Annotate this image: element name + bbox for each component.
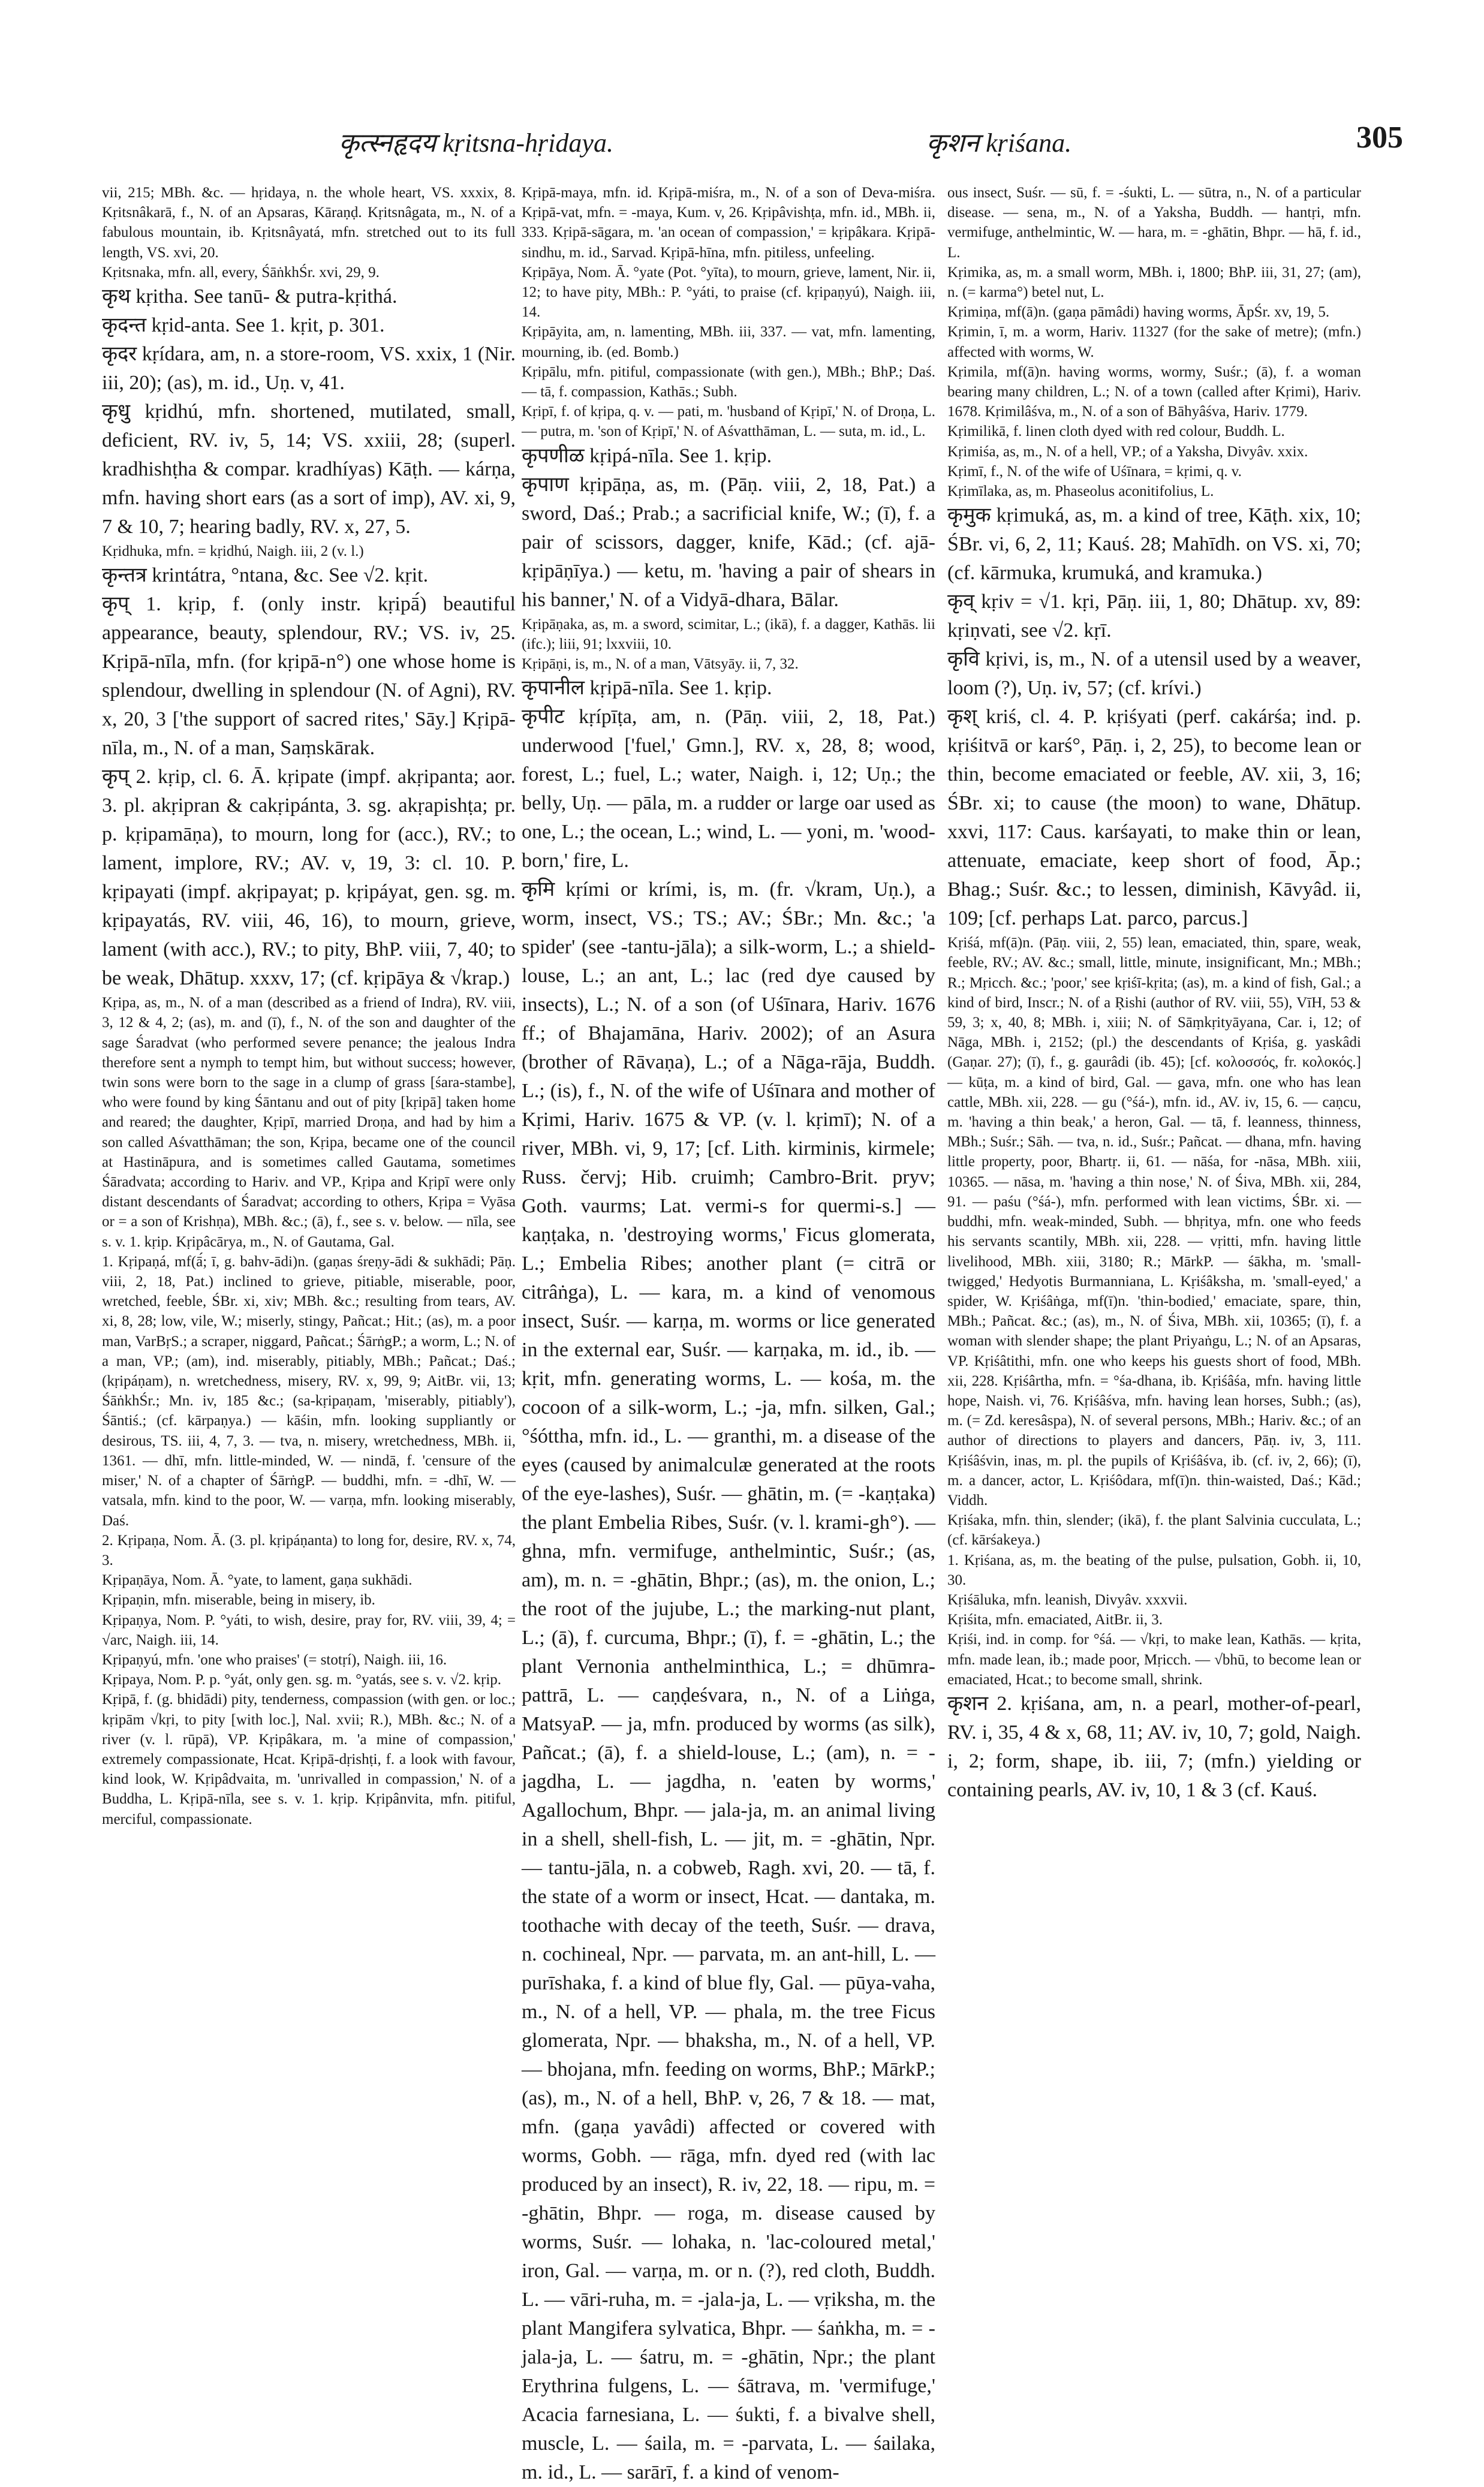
- column-right: [947, 183, 1361, 2018]
- dictionary-entry: Kṛimī, f., N. of the wife of Uśīnara, = kṛimi, q. v.: [947, 463, 1242, 480]
- dictionary-entry: Kṛidhuka, mfn. = kṛidhú, Naigh. iii, 2 (v. l.): [102, 543, 364, 560]
- dictionary-entry: Kṛimilikā, f. linen cloth dyed with red colour, Buddh. L.: [947, 423, 1285, 440]
- dictionary-entry: ous insect, Suśr. — sū, f. = -śukti, L. — sūtra, n., N. of a particular disease. — sena, m., N. of a Yaksha, Buddh. — hantṛi, mfn. vermifuge, anthelmintic, W. — hara, m. = -ghātin, Bhpr. — hā, f. id., L.: [947, 185, 1361, 261]
- dictionary-entry: 1. Kṛipaṇá, mf(ā́; ī, g. bahv-ādi)n. (gaṇas śreṇy-ādi & sukhādi; Pāṇ. viii, 2, 18, Pat.) inclined to grieve, pitiable, miserable, poor, wretched, feeble, ŚBr. xi, xiv; MBh. &c.; resulting from tears, AV. xi, 8, 28; low, vile, W.; miserly, stingy, Pañcat.; Hit.; (as), m. a poor man, VarBṛS.; a scraper, niggard, Pañcat.; ŚārṅgP.; a worm, L.; N. of a man, VP.; (am), ind. miserably, pitiably, MBh.; Pañcat.; Daś.; (kṛipáṇam), n. wretchedness, misery, RV. x, 99, 9; AitBr. vii, 13; ŚāṅkhŚr.; Mn. iv, 185 &c.; (sa-kṛipaṇam, 'miserably, pitiably'), Śāntiś.; (cf. kārpaṇya.) — kāśin, mfn. looking suppliantly or desirous, TS. iii, 4, 7, 3. — tva, n. misery, wretchedness, MBh. ii, 1361. — dhī, mfn. little-minded, W. — nindā, f. 'censure of the miser,' N. of a chapter of ŚārṅgP. — buddhi, mfn. = -dhī, W. — vatsala, mfn. kind to the poor, W. — varṇa, mfn. looking miserably, Daś.: [102, 1253, 516, 1529]
- dictionary-entry: कृदन्त kṛid-anta. See 1. kṛit, p. 301.: [102, 314, 385, 337]
- dictionary-entry: Kṛitsnaka, mfn. all, every, ŚāṅkhŚr. xvi, 29, 9.: [102, 264, 380, 281]
- dictionary-entry: कृपानील kṛipā-nīla. See 1. kṛip.: [522, 677, 772, 700]
- dictionary-entry: Kṛimila, mf(ā)n. having worms, wormy, Suśr.; (ā), f. a woman bearing many children, L.; N. of a town (called after Kṛimi), Hariv. 1678. Kṛimilâśva, m., N. of a son of Bāhyâśva, Hariv. 1779.: [947, 363, 1361, 420]
- dictionary-entry: Kṛimin, ī, m. a worm, Hariv. 11327 (for the sake of metre); (mfn.) affected with worms, W.: [947, 324, 1361, 360]
- dictionary-entry: कृमि kṛími or krími, is, m. (fr. √kram, Uṇ.), a worm, insect, VS.; TS.; AV.; ŚBr.; Mn. &c.; 'a spider' (see -tantu-jāla); a silk-worm, L.; a shield-louse, L.; an ant, L.; lac (red dye caused by insects), L.; N. of a son (of Uśīnara, Hariv. 1676 ff.; of Bhajamāna, Hariv. 2002); of an Asura (brother of Rāvaṇa), L.; of a Nāga-rāja, Buddh. L.; (is), f., N. of the wife of Uśīnara and mother of Kṛimi, Hariv. 1675 & VP. (v. l. kṛimī); N. of a river, MBh. vi, 9, 17; [cf. Lith. kirminis, kirmele; Russ. červj; Hib. cruimh; Cambro-Brit. pryv; Goth. vaurms; Lat. vermi-s for quermi-s.] — kaṇṭaka, n. 'destroying worms,' Ficus glomerata, L.; Embelia Ribes; another plant (= citrā or citrâṅga), L. — kara, m. a kind of venomous insect, Suśr. — karṇa, m. worms or lice generated in the external ear, Suśr. — karṇaka, m. id., ib. — kṛit, mfn. generating worms, L. — kośa, m. the cocoon of a silk-worm, L.; -ja, mfn. silken, Gal.; °śóttha, mfn. id., L. — granthi, m. a disease of the eyes (caused by animalculæ generated at the roots of the eye-lashes), Suśr. — ghātin, m. (= -kaṇṭaka) the plant Embelia Ribes, Suśr. (v. l. krami-gh°). — ghna, mfn. vermifuge, anthelmintic, Suśr.; (as, am), m. n. = -ghātin, Bhpr.; (as), m. the onion, L.; the root of the jujube, L.; the marking-nut plant, L.; (ā), f. curcuma, Bhpr.; (ī), f. = -ghātin, L.; the plant Vernonia anthelminthica, L.; = dhūmra-pattrā, L. — caṇḍeśvara, n., N. of a Liṅga, MatsyaP. — ja, mfn. produced by worms (as silk), Pañcat.; (ā), f. a shield-louse, L.; (am), n. = -jagdha, L. — jagdha, n. 'eaten by worms,' Agallochum, Bhpr. — jala-ja, m. an animal living in a shell, shell-fish, L. — jit, m. = -ghātin, Npr. — tantu-jāla, n. a cobweb, Ragh. xvi, 20. — tā, f. the state of a worm or insect, Hcat. — dantaka, m. toothache with decay of the teeth, Suśr. — drava, n. cochineal, Npr. — parvata, m. an ant-hill, L. — purīshaka, f. a kind of blue fly, Gal. — pūya-vaha, m., N. of a hell, VP. — phala, m. the tree Ficus glomerata, Npr. — bhaksha, m., N. of a hell, VP. — bhojana, mfn. feeding on worms, BhP.; MārkP.; (as), m., N. of a hell, BhP. v, 26, 7 & 18. — mat, mfn. (gaṇa yavâdi) affected or covered with worms, Gobh. — rāga, mfn. dyed red (with lac produced by an insect), R. iv, 22, 18. — ripu, m. = -ghātin, Bhpr. — roga, m. disease caused by worms, Suśr. — lohaka, n. 'lac-coloured metal,' iron, Gal. — varṇa, m. or n. (?), red cloth, Buddh. L. — vāri-ruha, m. = -jala-ja, L. — vṛiksha, m. the plant Mangifera sylvatica, Bhpr. — śaṅkha, m. = -jala-ja, L. — śatru, m. = -ghātin, Npr.; the plant Erythrina fulgens, L. — śātrava, m. 'vermifuge,' Acacia farnesiana, L. — śukti, f. a bivalve shell, muscle, L. — śaila, m. = -parvata, L. — śailaka, m. id., L. — sarārī, f. a kind of venom-: [522, 878, 935, 2484]
- dictionary-entry: कृधु kṛidhú, mfn. shortened, mutilated, small, deficient, RV. iv, 5, 14; VS. xxiii, 28; (superl. kradhishṭha & compar. kradhíyas) Kāṭh. — kárṇa, mfn. having short ears (as a sort of imp), AV. xi, 9, 7 & 10, 7; hearing badly, RV. x, 27, 5.: [102, 401, 516, 538]
- dictionary-entry: Kṛimiśa, as, m., N. of a hell, VP.; of a Yaksha, Divyâv. xxix.: [947, 443, 1308, 460]
- running-header: [102, 120, 1403, 168]
- dictionary-entry: कृप् 1. kṛip, f. (only instr. kṛipā́) beautiful appearance, beauty, splendour, RV.; VS. iv, 25. Kṛipā-nīla, mfn. (for kṛipā-n°) one whose home is splendour, dwelling in splendour (N. of Agni), RV. x, 20, 3 ['the support of sacred rites,' Sāy.] Kṛipā-nīla, m., N. of a man, Saṃskārak.: [102, 593, 516, 760]
- dictionary-entry: Kṛipaṇyú, mfn. 'one who praises' (= stotṛí), Naigh. iii, 16.: [102, 1651, 447, 1668]
- dictionary-entry: Kṛipā, f. (g. bhidādi) pity, tenderness, compassion (with gen. or loc.; kṛipām √kṛi, to pity [with loc.], Nal. xvii; R.), MBh. &c.; N. of a river (v. l. rūpā), VP. Kṛipâkara, m. 'a mine of compassion,' extremely compassionate, Hcat. Kṛipā-dṛishṭi, f. a look with favour, kind look, W. Kṛipâdvaita, m. 'unrivalled in compassion,' N. of a Buddha, L. Kṛipā-nīla, see s. v. 1. kṛip. Kṛipânvita, mfn. pitiful, merciful, compassionate.: [102, 1691, 516, 1827]
- right-running-head: कृशन kṛiśana.: [926, 128, 1072, 158]
- dictionary-entry: Kṛipāṇi, is, m., N. of a man, Vātsyāy. ii, 7, 32.: [522, 656, 799, 673]
- dictionary-entry: Kṛimika, as, m. a small worm, MBh. i, 1800; BhP. iii, 31, 27; (am), n. (= karma°) betel nut, L.: [947, 264, 1361, 301]
- dictionary-entry: Kṛiśi, ind. in comp. for °śá. — √kṛi, to make lean, Kathās. — kṛita, mfn. made lean, ib.; made poor, Mṛicch. — √bhū, to become lean or emaciated, Hcat.; to become small, shrink.: [947, 1631, 1361, 1688]
- page-number: 305: [1356, 121, 1403, 155]
- dictionary-entry: कृश् kriś, cl. 4. P. kṛiśyati (perf. cakárśa; ind. p. kṛiśitvā or karś°, Pāṇ. i, 2, 25), to become lean or thin, become emaciated or feeble, AV. xii, 3, 16; ŚBr. xi; to cause (the moon) to wane, Dhātup. xxvi, 117: Caus. karśayati, to make thin or lean, attenuate, emaciate, keep short of food, Āp.; Bhag.; Suśr. &c.; to lessen, diminish, Kāvyâd. ii, 109; [cf. perhaps Lat. parco, parcus.]: [947, 706, 1361, 930]
- dictionary-entry: Kṛipaṇin, mfn. miserable, being in misery, ib.: [102, 1592, 375, 1609]
- dictionary-entry: Kṛipaṇya, Nom. P. °yáti, to wish, desire, pray for, RV. viii, 39, 4; = √arc, Naigh. iii, 14.: [102, 1612, 516, 1648]
- dictionary-entry: Kṛipāya, Nom. Ā. °yate (Pot. °yīta), to mourn, grieve, lament, Nir. ii, 12; to have pity, MBh.: P. °yáti, to praise (cf. kṛipaṇyú), Naigh. iii, 14.: [522, 264, 935, 321]
- dictionary-entry: कृपाण kṛipāṇa, as, m. (Pāṇ. viii, 2, 18, Pat.) a sword, Daś.; Prab.; a sacrificial knife, W.; (ī), f. a pair of scissors, dagger, knife, Kād.; (cf. ajā-kṛipāṇīya.) — ketu, m. 'having a pair of shears in his banner,' N. of a Vidyā-dhara, Bālar.: [522, 473, 935, 611]
- column-left: [102, 183, 516, 2018]
- dictionary-entry: Kṛipī, f. of kṛipa, q. v. — pati, m. 'husband of Kṛipī,' N. of Droṇa, L. — putra, m. 'son of Kṛipī,' N. of Aśvatthāman, L. — suta, m. id., L.: [522, 404, 935, 440]
- dictionary-entry: कृन्तत्र krintátra, °ntana, &c. See √2. kṛit.: [102, 564, 429, 587]
- dictionary-entry: 1. Kṛiśana, as, m. the beating of the pulse, pulsation, Gobh. ii, 10, 30.: [947, 1552, 1361, 1588]
- dictionary-entry: Kṛipa, as, m., N. of a man (described as a friend of Indra), RV. viii, 3, 12 & 4, 2; (as), m. and (ī), f., N. of the son and daughter of the sage Śaradvat (who performed severe penance; the jealous Indra therefore sent a nymph to tempt him, but without success; however, twin sons were born to the sage in a clump of grass [śara-stambe], who were found by king Śāntanu and out of pity [kṛipā] taken home and reared; the daughter, Kṛipī, married Droṇa, and had by him a son called Aśvatthāman; the son, Kṛipa, became one of the council at Hastināpura, and is sometimes called Gautama, sometimes Śāradvata; according to Hariv. and VP., Kṛipa and Kṛipī were only distant descendants of Śaradvat; according to others, Kṛipa = Vyāsa or = a son of Krishṇa), MBh. &c.; (ā), f., see s. v. below. — nīla, see s. v. 1. kṛip. Kṛipâcārya, m., N. of Gautama, Gal.: [102, 995, 516, 1250]
- dictionary-entry: Kṛiśita, mfn. emaciated, AitBr. ii, 3.: [947, 1612, 1163, 1628]
- dictionary-entry: Kṛiśaka, mfn. thin, slender; (ikā), f. the plant Salvinia cucculata, L.; (cf. kārśakeya.): [947, 1512, 1361, 1549]
- left-running-head: कृत्स्नहृदय kṛitsna-hṛidaya.: [339, 128, 613, 158]
- dictionary-entry: Kṛimiṇa, mf(ā)n. (gaṇa pāmâdi) having worms, ĀpŚr. xv, 19, 5.: [947, 304, 1330, 321]
- dictionary-entry: कृदर kṛídara, am, n. a store-room, VS. xxix, 1 (Nir. iii, 20); (as), m. id., Uṇ. v, 41.: [102, 343, 516, 395]
- dictionary-entry: कृपीट kṛípīṭa, am, n. (Pāṇ. viii, 2, 18, Pat.) underwood ['fuel,' Gmn.], RV. x, 28, 8; wood, forest, L.; fuel, L.; water, Naigh. i, 12; Uṇ.; the belly, Uṇ. — pāla, m. a rudder or large oar used as one, L.; the ocean, L.; wind, L. — yoni, m. 'wood-born,' fire, L.: [522, 706, 935, 872]
- dictionary-entry: Kṛiśāluka, mfn. leanish, Divyâv. xxxvii.: [947, 1591, 1188, 1608]
- dictionary-entry: कृथ kṛitha. See tanū- & putra-kṛithá.: [102, 285, 398, 308]
- dictionary-entry: कृव् kṛiv = √1. kṛi, Pāṇ. iii, 1, 80; Dhātup. xv, 89: kṛiṇvati, see √2. kṛī.: [947, 591, 1361, 642]
- dictionary-entry: कृप् 2. kṛip, cl. 6. Ā. kṛipate (impf. akṛipanta; aor. 3. pl. akṛipran & cakṛipánta, 3. sg. akṛapishṭa; pr. p. kṛipamāṇa), to mourn, long for (acc.), RV.; to lament, implore, RV.; AV. v, 19, 3: cl. 10. P. kṛipayati (impf. akṛipayat; p. kṛipáyat, gen. sg. m. kṛipayatás, RV. viii, 46, 16), to mourn, grieve, lament (with acc.), RV.; to pity, BhP. viii, 7, 40; to be weak, Dhātup. xxxv, 17; (cf. kṛipāya & √krap.): [102, 766, 516, 990]
- dictionary-entry: Kṛipaṇāya, Nom. Ā. °yate, to lament, gaṇa sukhādi.: [102, 1572, 413, 1589]
- dictionary-entry: Kṛipāṇaka, as, m. a sword, scimitar, L.; (ikā), f. a dagger, Kathās. lii (ifc.); liii, 91; lxxviii, 10.: [522, 616, 935, 652]
- dictionary-entry: कृशन 2. kṛiśana, am, n. a pearl, mother-of-pearl, RV. i, 35, 4 & x, 68, 11; AV. iv, 10, 7; gold, Naigh. i, 2; form, shape, ib. iii, 7; (mfn.) yielding or containing pearls, AV. iv, 10, 1 & 3 (cf. Kauś.: [947, 1692, 1361, 1801]
- column-middle: [522, 183, 935, 2484]
- dictionary-entry: Kṛipālu, mfn. pitiful, compassionate (with gen.), MBh.; BhP.; Daś. — tā, f. compassion, Kathās.; Subh.: [522, 363, 935, 401]
- dictionary-entry: Kṛipaya, Nom. P. p. °yát, only gen. sg. m. °yatás, see s. v. √2. kṛip.: [102, 1672, 502, 1688]
- dictionary-entry: कृमुक kṛimuká, as, m. a kind of tree, Kāṭh. xix, 10; ŚBr. vi, 6, 2, 11; Kauś. 28; Mahīdh. on VS. xi, 70; (cf. kārmuka, krumuká, and kramuka.): [947, 504, 1361, 585]
- dictionary-entry: 2. Kṛipaṇa, Nom. Ā. (3. pl. kṛipáṇanta) to long for, desire, RV. x, 74, 3.: [102, 1532, 516, 1568]
- dictionary-entry: Kṛipāyita, am, n. lamenting, MBh. iii, 337. — vat, mfn. lamenting, mourning, ib. (ed. Bomb.): [522, 324, 935, 360]
- dictionary-entry: vii, 215; MBh. &c. — hṛidaya, n. the whole heart, VS. xxxix, 8. Kṛitsnâkarā, f., N. of an Apsaras, Kāraṇḍ. Kṛitsnâgata, m., N. of a fabulous mountain, ib. Kṛitsnâyatá, mfn. stretched out to its full length, VS. xvi, 20.: [102, 185, 516, 261]
- dictionary-entry: Kṛipā-maya, mfn. id. Kṛipā-miśra, m., N. of a son of Deva-miśra. Kṛipā-vat, mfn. = -maya, Kum. v, 26. Kṛipâvishṭa, mfn. id., MBh. ii, 333. Kṛipā-sāgara, m. 'an ocean of compassion,' = kṛipâkara. Kṛipā-sindhu, m. id., Sarvad. Kṛipā-hīna, mfn. pitiless, unfeeling.: [522, 185, 935, 261]
- dictionary-entry: कृपणीळ kṛipá-nīla. See 1. kṛip.: [522, 444, 772, 467]
- dictionary-entry: Kṛimīlaka, as, m. Phaseolus aconitifolius, L.: [947, 483, 1214, 500]
- dictionary-entry: Kṛiśá, mf(ā)n. (Pāṇ. viii, 2, 55) lean, emaciated, thin, spare, weak, feeble, RV.; AV. &c.; small, little, minute, insignificant, Mn.; MBh.; R.; Mṛicch. &c.; 'poor,' see kṛiśī-kṛita; (as), m. a kind of fish, Gal.; a kind of bird, Inscr.; N. of a Ṛishi (author of RV. viii, 55), VīH, 53 & 59, 3; x, 40, 8; MBh. i, xiii; N. of Sāṃkṛityāyana, Car. i, 12; of Nāga, MBh. i, 2152; (pl.) the descendants of Kṛiśa, g. yaskâdi (Gaṇar. 27); (ī), f., g. gaurâdi (ib. 45); [cf. κολοσσός, fr. κολοκός.] — kūṭa, m. a kind of bird, Gal. — gava, mfn. one who has lean cattle, MBh. xii, 228. — gu (°śá-), mfn. id., AV. iv, 15, 6. — caṇcu, m. 'having a thin beak,' a heron, Gal. — tā, f. leanness, thinness, MBh.; Suśr.; Sāh. — tva, n. id., Suśr.; Pañcat. — dhana, mfn. having little property, poor, Bhartṛ. ii, 61. — nāśa, for -nāsa, MBh. xiii, 10365. — nāsa, m. 'having a thin nose,' N. of Śiva, MBh. xii, 284, 91. — paśu (°śá-), mfn. performed with lean victims, ŚBr. xi. — buddhi, mfn. weak-minded, Subh. — bhṛitya, mfn. one who feeds his servants scantily, MBh. xii, 228. — vṛitti, mfn. having little livelihood, MBh. xiii, 3180; R.; MārkP. — śākha, m. 'small-twigged,' Hedyotis Burmanniana, L. Kṛiśâksha, m. 'small-eyed,' a spider, W. Kṛiśâṅga, mf(ī)n. 'thin-bodied,' emaciate, spare, thin, MBh.; Pañcat. &c.; (as), m., N. of Śiva, MBh. xii, 10365; (ī), f. a woman with slender shape; the plant Priyaṅgu, L.; N. of an Apsaras, VP. Kṛiśâtithi, mfn. one who keeps his guests short of food, MBh. xii, 228. Kṛiśârtha, mfn. = °śa-dhana, ib. Kṛiśâśa, mfn. having little hope, Naish. vi, 76. Kṛiśâśva, mfn. having lean horses, Subh.; (as), m. (= Zd. keresâspa), N. of several persons, MBh.; Hariv. &c.; of an author of directions to players and dancers, Pāṇ. iv, 3, 111. Kṛiśâśvin, inas, m. pl. the pupils of Kṛiśâśva, ib. (cf. iv, 2, 66); (ī), m. a dancer, actor, L. Kṛiśôdara, mf(ī)n. thin-waisted, Daś.; Kād.; Viddh.: [947, 935, 1361, 1509]
- dictionary-entry: कृवि kṛivi, is, m., N. of a utensil used by a weaver, loom (?), Uṇ. iv, 57; (cf. krívi.): [947, 648, 1361, 700]
